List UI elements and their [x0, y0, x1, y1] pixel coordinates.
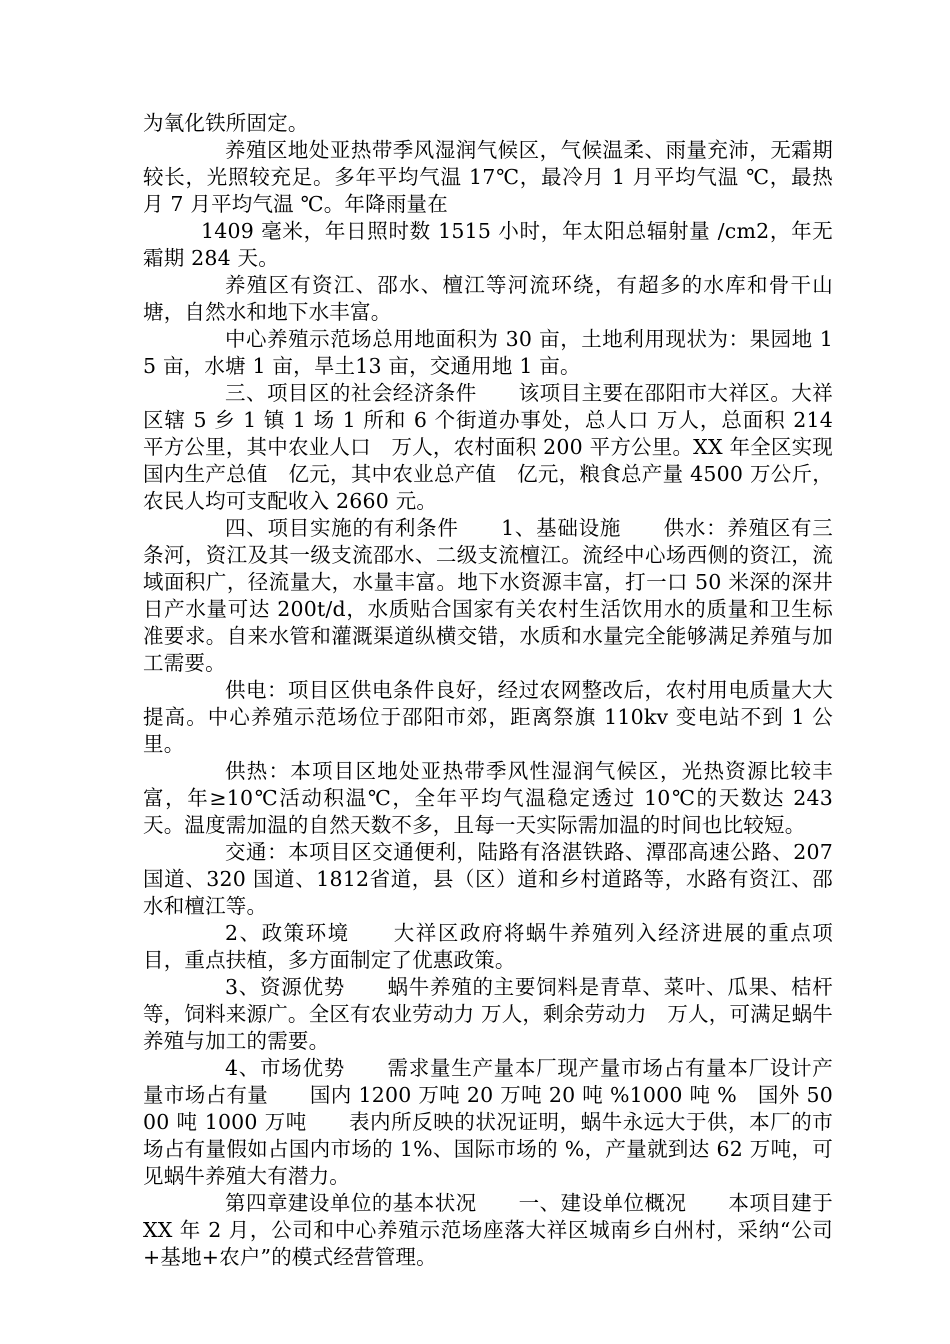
paragraph-6: 三、项目区的社会经济条件 该项目主要在邵阳市大祥区。大祥区辖 5 乡 1 镇 1 场 1 所和 6 个街道办事处，总人口 万人，总面积 214 平方公里，其中农业人口 万人，农村面积 200 平方公里。XX 年全区实现国内生产总值 亿元，其中农业总产值 亿元，粮食总产量 4500 万公斤，农民人均可支配收入 2660 元。 [143, 381, 833, 513]
paragraph-8: 供电：项目区供电条件良好，经过农网整改后，农村用电质量大大提高。中心养殖示范场位于邵阳市郊，距离祭旗 110kv 变电站不到 1 公里。 [143, 678, 833, 756]
paragraph-1: 为氧化铁所固定。 [143, 111, 309, 135]
paragraph-9: 供热：本项目区地处亚热带季风性湿润气候区，光热资源比较丰富，年≥10℃活动积温℃，全年平均气温稳定透过 10℃的天数达 243 天。温度需加温的自然天数不多，且每一天实际需加温的时间也比较短。 [143, 759, 833, 837]
paragraph-7: 四、项目实施的有利条件 1、基础设施 供水：养殖区有三条河，资江及其一级支流邵水、二级支流檀江。流经中心场西侧的资江，流域面积广，径流量大，水量丰富。地下水资源丰富，打一口 50 米深的深井日产水量可达 200t/d，水质贴合国家有关农村生活饮用水的质量和卫生标准要求。自来水管和灌溉渠道纵横交错，水质和水量完全能够满足养殖与加工需要。 [143, 516, 833, 675]
paragraph-10: 交通：本项目区交通便利，陆路有洛湛铁路、潭邵高速公路、207 国道、320 国道、1812省道，县（区）道和乡村道路等，水路有资江、邵水和檀江等。 [143, 840, 833, 918]
paragraph-14: 第四章建设单位的基本状况 一、建设单位概况 本项目建于 XX 年 2 月，公司和中心养殖示范场座落大祥区城南乡白州村，采纳“公司+基地+农户”的模式经营管理。 [143, 1191, 833, 1269]
paragraph-5: 中心养殖示范场总用地面积为 30 亩，土地利用现状为：果园地 15 亩，水塘 1 亩，旱土13 亩，交通用地 1 亩。 [143, 327, 833, 378]
document-body [143, 110, 833, 1271]
paragraph-3: 1409 毫米，年日照时数 1515 小时，年太阳总辐射量 /cm2，年无霜期 284 天。 [143, 219, 833, 270]
paragraph-11: 2、政策环境 大祥区政府将蜗牛养殖列入经济进展的重点项目，重点扶植，多方面制定了优惠政策。 [143, 921, 833, 972]
paragraph-2: 养殖区地处亚热带季风湿润气候区，气候温柔、雨量充沛，无霜期较长，光照较充足。多年平均气温 17℃，最冷月 1 月平均气温 ℃，最热月 7 月平均气温 ℃。年降雨量在 [143, 138, 833, 216]
paragraph-4: 养殖区有资江、邵水、檀江等河流环绕，有超多的水库和骨干山塘，自然水和地下水丰富。 [143, 273, 833, 324]
paragraph-12: 3、资源优势 蜗牛养殖的主要饲料是青草、菜叶、瓜果、桔杆等，饲料来源广。全区有农业劳动力 万人，剩余劳动力 万人，可满足蜗牛养殖与加工的需要。 [143, 975, 833, 1053]
paragraph-13: 4、市场优势 需求量生产量本厂现产量市场占有量本厂设计产量市场占有量 国内 1200 万吨 20 万吨 20 吨 %1000 吨 % 国外 5000 吨 1000 万吨 表内所反映的状况证明，蜗牛永远大于供，本厂的市场占有量假如占国内市场的 1%、国际市场的 %，产量就到达 62 万吨，可见蜗牛养殖大有潜力。 [143, 1056, 833, 1188]
